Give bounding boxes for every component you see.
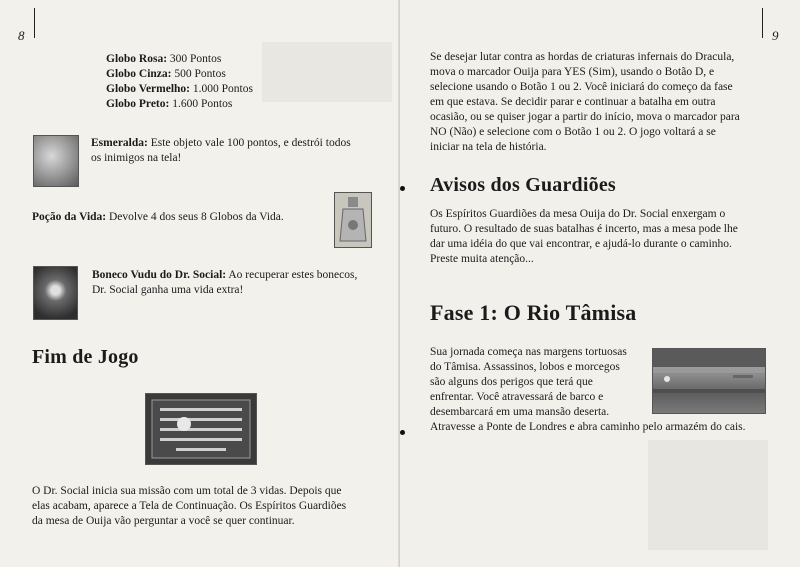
ouija-screen (145, 393, 257, 465)
globo-item: Globo Rosa: 300 Pontos (106, 53, 222, 65)
globo-list (106, 52, 253, 112)
continue-paragraph: Se desejar lutar contra as hordas de criaturas infernais do Dracula, mova o marcador Ouija para YES (Sim), usando o Botão D, e selecione usando o Botão 1 ou 2. Você iniciará do começo da fase em que estava. Se decidir parar e continuar a batalha em outra ocasião, ou se quiser jogar a partir do início, mova o marcador para NO (Não) e selecione com o Botão 1 ou 2. O jogo voltará a se iniciar na tela de história. (430, 51, 740, 153)
thames-screen (652, 348, 766, 414)
fim-paragraph: O Dr. Social inicia sua missão com um total de 3 vidas. Depois que elas acabam, aparece a Tela de Continuação. Os Espíritos Guardiões da mesa de Ouija vão perguntar a você se quer continuar. (32, 485, 347, 527)
page-rule (762, 8, 763, 38)
globo-item: Globo Preto: 1.600 Pontos (106, 98, 233, 110)
fase-1-heading: Fase 1: O Rio Tâmisa (430, 300, 637, 325)
esmeralda-text: Esmeralda: Este objeto vale 100 pontos, e destrói todos os inimigos na tela! (91, 137, 351, 164)
avisos-paragraph: Os Espíritos Guardiões da mesa Ouija do Dr. Social enxergam o futuro. O resultado de suas batalhas é incerto, mas a mesa pode lhe dar uma idéia do que vai encontrar, e ajudá-lo durante o caminho. Preste muita atenção... (430, 208, 738, 265)
binding-dot (400, 430, 405, 435)
boneco-text: Boneco Vudu do Dr. Social: Ao recuperar estes bonecos, Dr. Social ganha uma vida extra! (92, 269, 358, 296)
page-rule (34, 8, 35, 38)
emerald-icon (33, 135, 79, 187)
globo-item: Globo Cinza: 500 Pontos (106, 68, 226, 80)
bleed-through (648, 440, 768, 550)
binding-dot (400, 186, 405, 191)
fase-paragraph: Sua jornada começa nas margens tortuosas do Tâmisa. Assassinos, lobos e morcegos são alguns dos perigos que terá que enfrentar. Você atravessará de barco e desembarcará em uma mansão deserta. (430, 346, 627, 418)
globo-item: Globo Vermelho: 1.000 Pontos (106, 83, 253, 95)
page-number-left: 8 (18, 28, 25, 43)
voodoo-doll-icon (33, 266, 78, 320)
fim-de-jogo-heading: Fim de Jogo (32, 346, 139, 368)
pocao-text: Poção da Vida: Devolve 4 dos seus 8 Globos da Vida. (32, 211, 284, 223)
avisos-heading: Avisos dos Guardiões (430, 174, 616, 196)
page-number-right: 9 (772, 28, 779, 43)
right-page (400, 0, 800, 567)
bleed-through (262, 42, 392, 102)
fase-last-line: Atravesse a Ponte de Londres e abra caminho pelo armazém do cais. (430, 421, 746, 433)
life-potion-icon (334, 192, 372, 248)
